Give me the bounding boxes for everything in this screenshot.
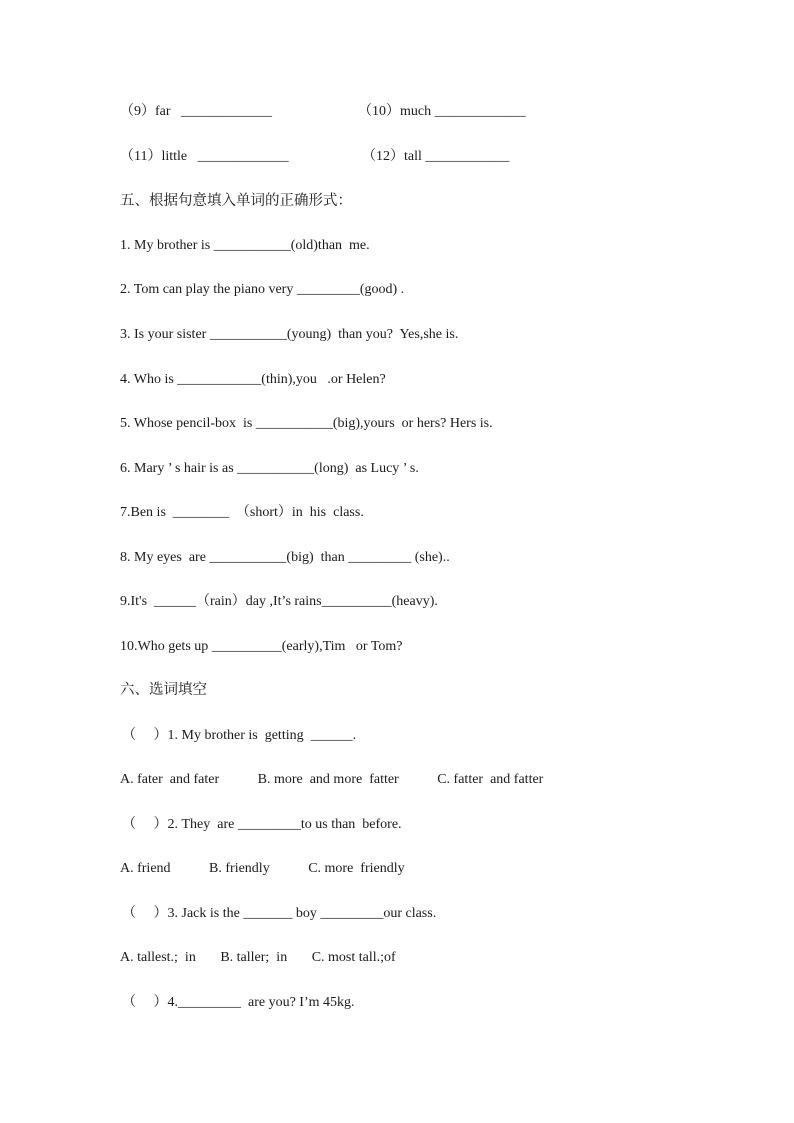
fill-in-item-7: 7.Ben is ________ （short）in his class. [120,505,364,520]
fill-in-item-9: 9.It's ______（rain）day ,It’s rains__________(heavy). [120,594,438,609]
fill-in-item-3: 3. Is your sister ___________(young) than you? Yes,she is. [120,327,459,342]
degree-item-12: （12）tall ____________ [362,149,510,164]
choice-question-4: （ ）4._________ are you? I’m 45kg. [122,995,355,1010]
section-5-heading: 五、根据句意填入单词的正确形式： [120,193,352,209]
degree-item-10: （10）much _____________ [358,104,526,119]
degree-item-11: （11）little _____________ [120,149,289,164]
choice-question-3: （ ）3. Jack is the _______ boy _________our class. [122,906,437,921]
section-6-heading: 六、选词填空 [120,682,207,698]
choice-question-2: （ ）2. They are _________to us than before. [122,817,402,832]
fill-in-item-2: 2. Tom can play the piano very _________(good) . [120,282,405,297]
fill-in-item-1: 1. My brother is ___________(old)than me. [120,238,370,253]
fill-in-item-10: 10.Who gets up __________(early),Tim or Tom? [120,639,403,654]
degree-item-9: （9）far _____________ [120,104,273,119]
choice-question-1: （ ）1. My brother is getting ______. [122,728,357,743]
fill-in-item-4: 4. Who is ____________(thin),you .or Helen? [120,372,386,387]
fill-in-item-8: 8. My eyes are ___________(big) than _________ (she).. [120,550,450,565]
choice-options-3: A. tallest.; in B. taller; in C. most tall.;of [120,950,396,965]
choice-options-1: A. fater and fater B. more and more fatter C. fatter and fatter [120,772,544,787]
fill-in-item-5: 5. Whose pencil-box is ___________(big),yours or hers? Hers is. [120,416,493,431]
fill-in-item-6: 6. Mary ’ s hair is as ___________(long) as Lucy ’ s. [120,461,419,476]
choice-options-2: A. friend B. friendly C. more friendly [120,861,405,876]
